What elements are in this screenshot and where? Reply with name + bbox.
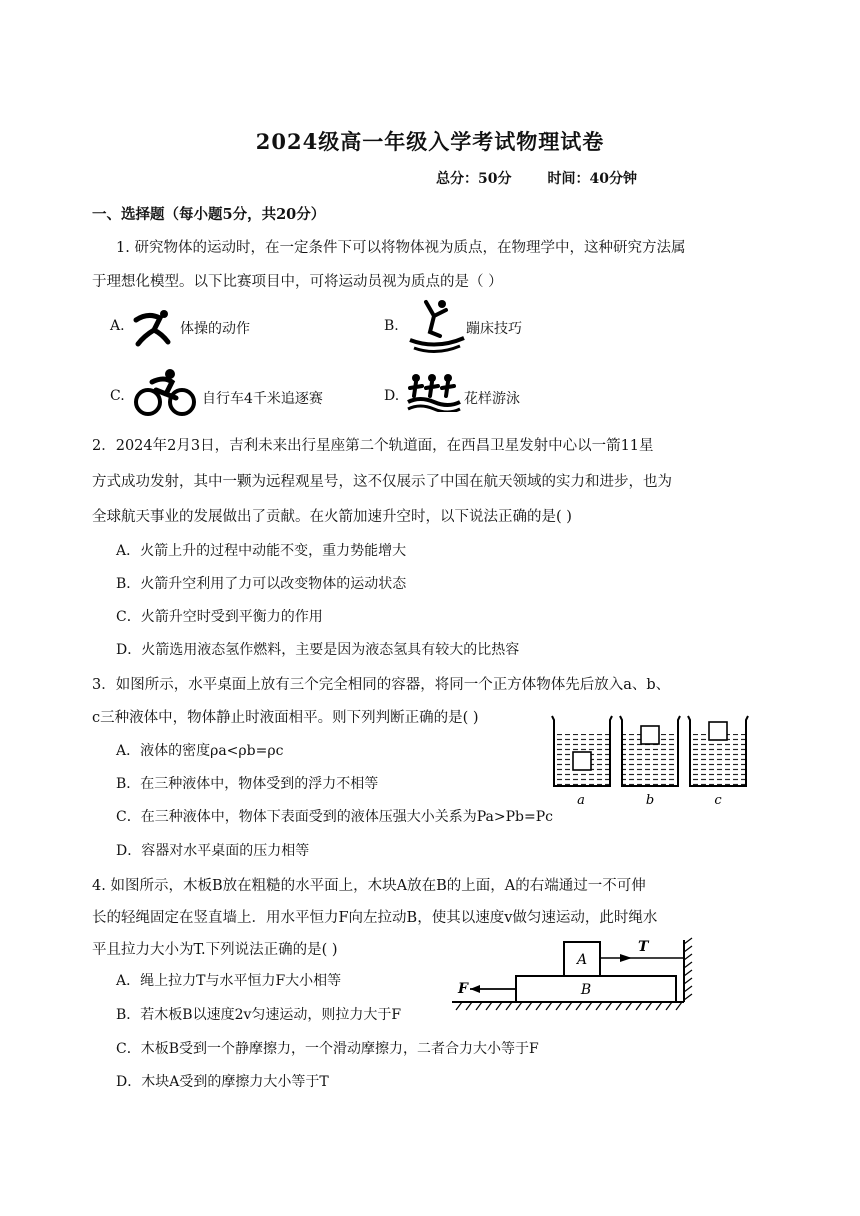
q1-option-a-letter: A.: [110, 318, 125, 334]
q2-line3: 全球航天事业的发展做出了贡献。在火箭加速升空时，以下说法正确的是( ): [92, 509, 572, 525]
force-arrow: [470, 985, 480, 993]
q1-option-c-text: 自行车4千米追逐赛: [202, 391, 323, 407]
container-b: [620, 716, 680, 808]
q2-line1: 2．2024年2月3日，吉利未来出行星座第二个轨道面，在西昌卫星发射中心以一箭11星: [92, 438, 654, 454]
block-a-label: A: [576, 952, 588, 968]
containers-figure: [548, 712, 754, 810]
q1-line2: 于理想化模型。以下比赛项目中，可将运动员视为质点的是（ ）: [92, 274, 503, 290]
section-heading: 一、选择题（每小题5分，共20分）: [92, 206, 326, 223]
q1-option-d-text: 花样游泳: [464, 391, 520, 407]
q3-option-c: C．在三种液体中，物体下表面受到的液体压强大小关系为Pa>Pb=Pc: [116, 809, 553, 825]
cyclist-icon: [132, 368, 198, 418]
q2-option-b: B．火箭升空利用了力可以改变物体的运动状态: [116, 576, 407, 592]
container-c: [688, 716, 748, 808]
q3-option-d: D．容器对水平桌面的压力相等: [116, 843, 310, 859]
q4-option-b: B．若木板B以速度2v匀速运动，则拉力大于F: [116, 1007, 402, 1023]
board-b: [516, 976, 676, 1002]
q2-line2: 方式成功发射，其中一颗为远程观星号，这不仅展示了中国在航天领域的实力和进步，也为: [92, 474, 672, 490]
tension-arrow: [620, 954, 632, 962]
container-b-label: b: [645, 793, 655, 808]
container-a-label: a: [577, 793, 585, 808]
trampoline-icon: [406, 298, 466, 356]
q1-option-b-text: 蹦床技巧: [466, 321, 522, 337]
board-b-label: B: [580, 982, 592, 998]
q3-line2: c三种液体中，物体静止时液面相平。则下列判断正确的是( ): [92, 710, 479, 726]
q1-option-a-text: 体操的动作: [180, 321, 250, 337]
q1-option-d-letter: D.: [384, 388, 400, 404]
exam-meta: [436, 168, 637, 188]
q2-option-d: D．火箭选用液态氢作燃料，主要是因为液态氢具有较大的比热容: [116, 642, 520, 658]
q2-option-c: C．火箭升空时受到平衡力的作用: [116, 609, 323, 625]
swimmer-icon: [406, 372, 462, 412]
q4-option-d: D．木块A受到的摩擦力大小等于T: [116, 1074, 329, 1090]
q3-option-a: A．液体的密度ρa<ρb=ρc: [116, 743, 284, 759]
q3-option-b: B．在三种液体中，物体受到的浮力不相等: [116, 776, 379, 792]
board-block-figure: [452, 934, 700, 1020]
container-a: [552, 716, 612, 808]
q4-option-c: C．木板B受到一个静摩擦力，一个滑动摩擦力，二者合力大小等于F: [116, 1041, 539, 1057]
q1-option-b-letter: B.: [384, 318, 399, 334]
q4-line1: 4. 如图所示，木板B放在粗糙的水平面上，木块A放在B的上面，A的右端通过一不可伸: [92, 878, 646, 894]
q3-line1: 3．如图所示，水平桌面上放有三个完全相同的容器，将同一个正方体物体先后放入a、b、: [92, 677, 671, 693]
q1-option-c-letter: C.: [110, 388, 125, 404]
total-score: 总分：50分: [436, 171, 512, 187]
q4-line2: 长的轻绳固定在竖直墙上．用水平恒力F向左拉动B，使其以速度v做匀速运动，此时绳水: [92, 910, 658, 926]
q4-line3: 平且拉力大小为T.下列说法正确的是( ): [92, 942, 338, 958]
tension-label: T: [638, 939, 649, 955]
force-label: F: [458, 981, 468, 997]
q1-line1: 1. 研究物体的运动时，在一定条件下可以将物体视为质点，在物理学中，这种研究方法属: [116, 240, 686, 256]
gymnast-icon: [132, 308, 176, 348]
container-c-label: c: [714, 793, 722, 808]
page-title: 2024级高一年级入学考试物理试卷: [255, 129, 605, 154]
q2-option-a: A．火箭上升的过程中动能不变，重力势能增大: [116, 543, 407, 559]
exam-time: 时间：40分钟: [547, 171, 637, 187]
q4-option-a: A．绳上拉力T与水平恒力F大小相等: [116, 973, 342, 989]
